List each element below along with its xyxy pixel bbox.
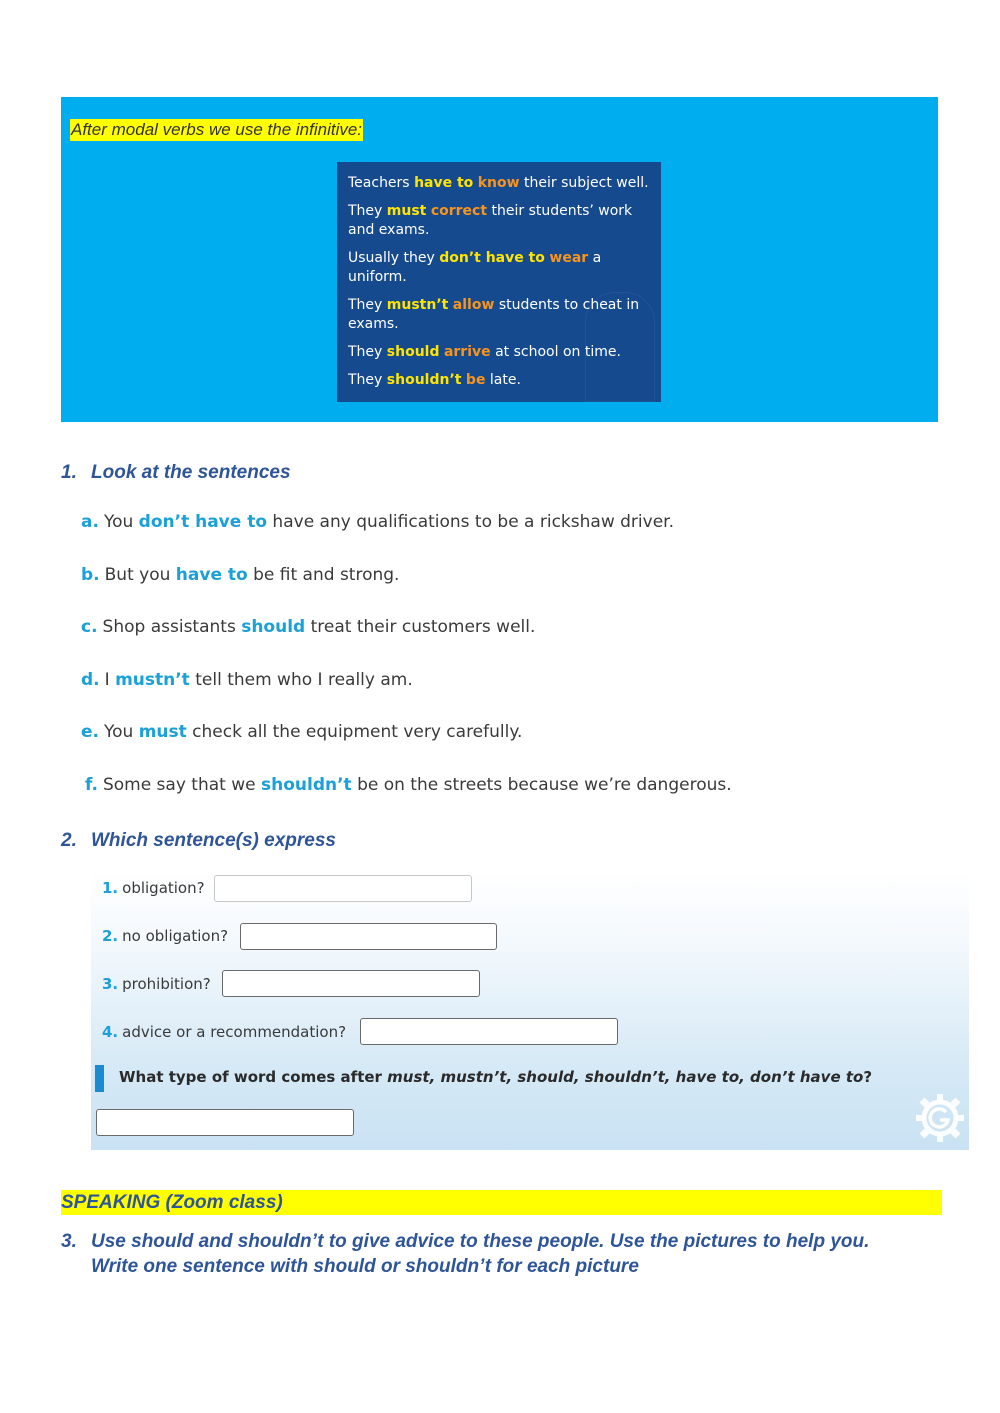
speaking-label: SPEAKING (Zoom class)	[61, 1190, 942, 1215]
sentence-e: e. You must check all the equipment very carefully.	[81, 722, 523, 742]
example-sentence: Teachers have to know their subject well.	[348, 175, 649, 191]
sentence-f: f. Some say that we shouldn’t be on the streets because we’re dangerous.	[85, 775, 732, 795]
tip-marker	[95, 1065, 104, 1092]
example-sentence: They shouldn’t be late.	[348, 372, 521, 388]
section-3-heading: 3. Use should and shouldn’t to give advice to these people. Use the pictures to help you. Write one sentence with should or shouldn’t for each picture	[61, 1231, 870, 1277]
example-sentence: They should arrive at school on time.	[348, 344, 621, 360]
sentence-c: c. Shop assistants should treat their customers well.	[81, 617, 536, 637]
question-advice: 4. advice or a recommendation?	[102, 1023, 347, 1041]
example-sentence: They mustn’t allow students to cheat in exams.	[348, 297, 640, 332]
section-1-heading: 1. Look at the sentences	[61, 462, 291, 483]
question-prohibition: 3. prohibition?	[102, 975, 211, 993]
modal-examples-box	[337, 162, 661, 402]
answer-input-obligation[interactable]	[214, 875, 472, 902]
answer-input-advice[interactable]	[360, 1018, 618, 1045]
gear-icon	[912, 1090, 968, 1146]
answer-input-no-obligation[interactable]	[240, 923, 497, 950]
answer-input-prohibition[interactable]	[222, 970, 480, 997]
question-obligation: 1. obligation?	[102, 879, 205, 897]
example-sentence: They must correct their students’ work and exams.	[348, 203, 633, 238]
example-sentence: Usually they don’t have to wear a uniform.	[348, 250, 602, 285]
question-no-obligation: 2. no obligation?	[102, 927, 229, 945]
sentence-d: d. I mustn’t tell them who I really am.	[81, 670, 413, 690]
grammar-banner	[61, 97, 938, 422]
section-2-heading: 2. Which sentence(s) express	[61, 830, 336, 851]
questions-panel	[91, 870, 969, 1150]
tip-question: What type of word comes after must, mustn’t, should, shouldn’t, have to, don’t have to?	[119, 1068, 873, 1086]
sentence-b: b. But you have to be fit and strong.	[81, 565, 400, 585]
answer-input-word-type[interactable]	[96, 1109, 354, 1136]
banner-note: After modal verbs we use the infinitive:	[71, 120, 363, 139]
sentence-a: a. You don’t have to have any qualifications to be a rickshaw driver.	[81, 512, 674, 532]
